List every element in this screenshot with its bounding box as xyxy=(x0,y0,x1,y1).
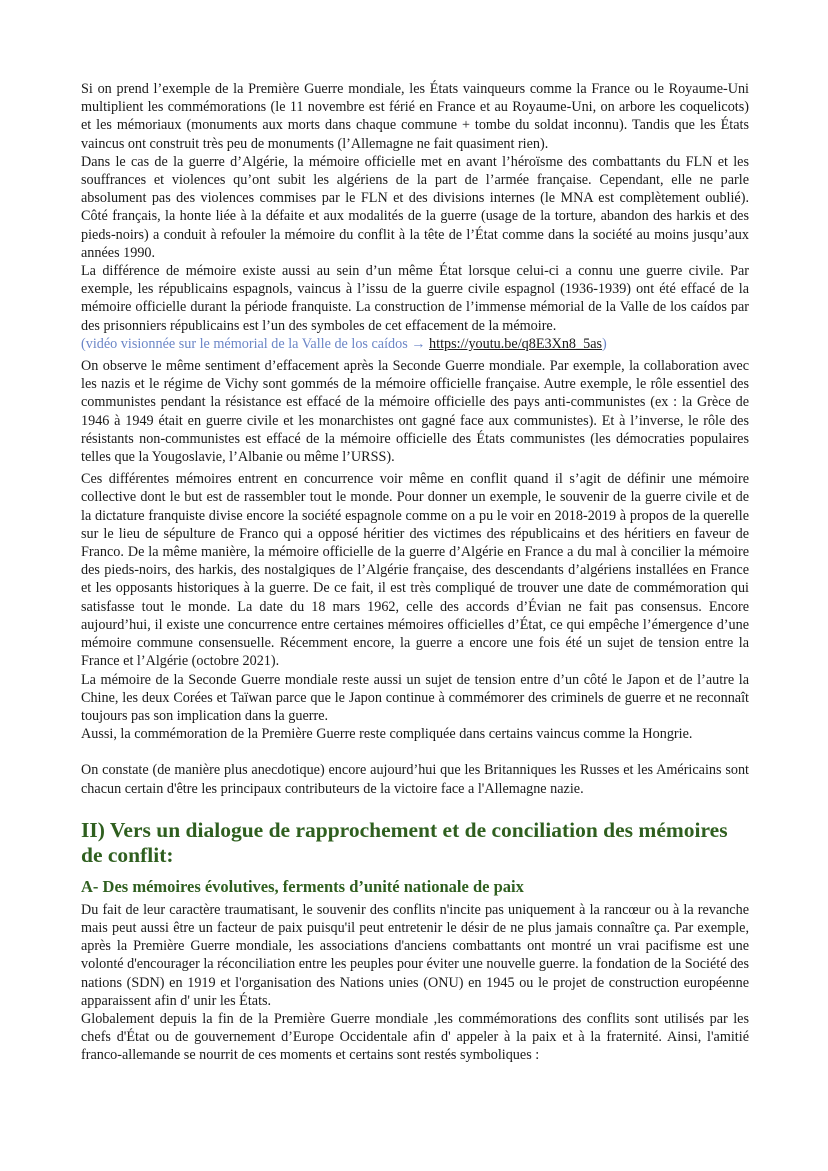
paragraph-competing-memories: Ces différentes mémoires entrent en concurrence voir même en conflit quand il s’agit de définir une mémoire collective dont le but est de rassembler tout le monde. Pour donner un exemple, le souvenir de la guerre civile et de la dictature franquiste divise encore la société espagnole comme on a pu le voir en 2018-2019 à propos de la querelle sur le lieu de sépulture de Franco qui a opposé héritier des victimes des républicains et des héritiers en faveur de Franco. De la même manière, la mémoire officielle de la guerre d’Algérie en France a du mal à concilier la mémoire des pieds-noirs, des harkis, des nostalgiques de l’Algérie française, des descendants d’algériens installées en France et les opposants historiques à la guerre. De ce fait, il est très compliqué de trouver une date de commémoration qui satisfasse tout le monde. La date du 18 mars 1962, celle des accords d’Évian ne fait pas consensus. Encore aujourd’hui, il existe une concurrence entre certaines mémoires officielles d’État, ce qui empêche l’émergence d’une mémoire commune consensuelle. Récemment encore, la guerre a encore une fois été un sujet de tension entre la France et l’Algérie (octobre 2021). xyxy=(81,471,749,670)
paragraph-civil-war-memory: La différence de mémoire existe aussi au sein d’un même État lorsque celui-ci a connu une guerre civile. Par exemple, les républicains espagnols, vaincus à l’issu de la guerre civile espagnol (1936-1939) ont été effacé de la mémoire officielle durant la période franquiste. La construction de l’immense mémorial de la Valle de los caídos par des prisonniers républicains est l’un des symboles de cet effacement de la mémoire. xyxy=(81,263,749,334)
paragraph-allied-contributors: On constate (de manière plus anecdotique) encore aujourd’hui que les Britanniques les Russes et les Américains sont chacun certain d'être les principaux contributeurs de la victoire face a l'Allemagne nazie. xyxy=(81,762,749,797)
video-link[interactable]: https://youtu.be/q8E3Xn8_5as xyxy=(429,335,603,352)
paragraph-hungary: Aussi, la commémoration de la Première Guerre reste compliquée dans certains vaincus comme la Hongrie. xyxy=(81,726,693,743)
document-page xyxy=(81,80,749,1065)
paragraph-peace-factor: Du fait de leur caractère traumatisant, le souvenir des conflits n'incite pas uniquement à la rancœur ou à la revanche mais peut aussi être un facteur de paix puisqu'il peut entretenir le désir de ne plus jamais connaître ça. Par exemple, après la Première Guerre mondiale, les associations d'anciens combattants ont montré un vrai pacifisme est une volonté d'encourager la réconciliation entre les peuples pour éviter une nouvelle guerre. la fondation de la Société des nations (SDN) en 1919 et l'organisation des Nations unies (ONU) en 1945 ou le projet de construction européenne apparaissent afin d' unir les États. xyxy=(81,901,749,1009)
paragraph-japan-tension: La mémoire de la Seconde Guerre mondiale reste aussi un sujet de tension entre d’un côté le Japon et de l’autre la Chine, les deux Corées et Taïwan parce que le Japon continue à commémorer des criminels de guerre et ne reconnaît toujours pas son implication dans la guerre. xyxy=(81,671,749,724)
paragraph-commemorations-peace: Globalement depuis la fin de la Première Guerre mondiale ,les commémorations des conflits sont utilisés par les chefs d'État ou de gouvernement d’Europe Occidentale afin d' appeler à la paix et à la fraternité. Ainsi, l'amitié franco-allemande se nourrit de ces moments et certains sont restés symboliques : xyxy=(81,1010,749,1064)
section-heading-2: II) Vers un dialogue de rapprochement et de conciliation des mémoires de conflit: xyxy=(81,817,728,867)
paragraph-algeria-memory: Dans le cas de la guerre d’Algérie, la mémoire officielle met en avant l’héroïsme des combattants du FLN et les souffrances et violences qu’ont subit les algériens de la part de l’armée française. Cependant, elle ne parle absolument pas des violences commises par le FLN et des divisions internes (le MNA est complètement oublié). Côté français, la honte liée à la défaite et aux modalités de la guerre (usage de la torture, abandon des harkis et des pieds-noirs) a conduit à refouler la mémoire du conflit à la tête de l’État comme dans la société au moins jusqu’aux années 1990. xyxy=(81,153,749,261)
video-note-close: ) xyxy=(602,335,607,352)
paragraph-ww2-erasure: On observe le même sentiment d’effacement après la Seconde Guerre mondiale. Par exemple, la collaboration avec les nazis et le régime de Vichy sont gommés de la mémoire officielle française. Autre exemple, le rôle essentiel des communistes pendant la résistance est effacé de la mémoire officielle des pays anti-communistes (ex : la Grèce de 1946 à 1949 était en guerre civile et les monarchistes ont gagné face aux communistes). Et à l’inverse, le rôle des résistants non-communistes est effacé de la mémoire officielle des États communistes (les démocraties populaires telles que la Yougoslavie, l’Albanie ou même l’URSS). xyxy=(81,358,749,466)
paragraph-ww1-memorials: Si on prend l’exemple de la Première Guerre mondiale, les États vainqueurs comme la France ou le Royaume-Uni multiplient les commémorations (le 11 novembre est férié en France et au Royaume-Uni, on arbore les coquelicots) et les mémoriaux (monuments aux morts dans chaque commune + tombe du soldat inconnu). Tandis que les États vaincus ont construit très peu de monuments (l’Allemagne ne fait quasiment rien). xyxy=(81,81,749,152)
video-note-text: (vidéo visionnée sur le mémorial de la Valle de los caídos → xyxy=(81,335,426,352)
video-note xyxy=(81,335,749,353)
subsection-heading-a: A- Des mémoires évolutives, ferments d’unité nationale de paix xyxy=(81,876,524,896)
